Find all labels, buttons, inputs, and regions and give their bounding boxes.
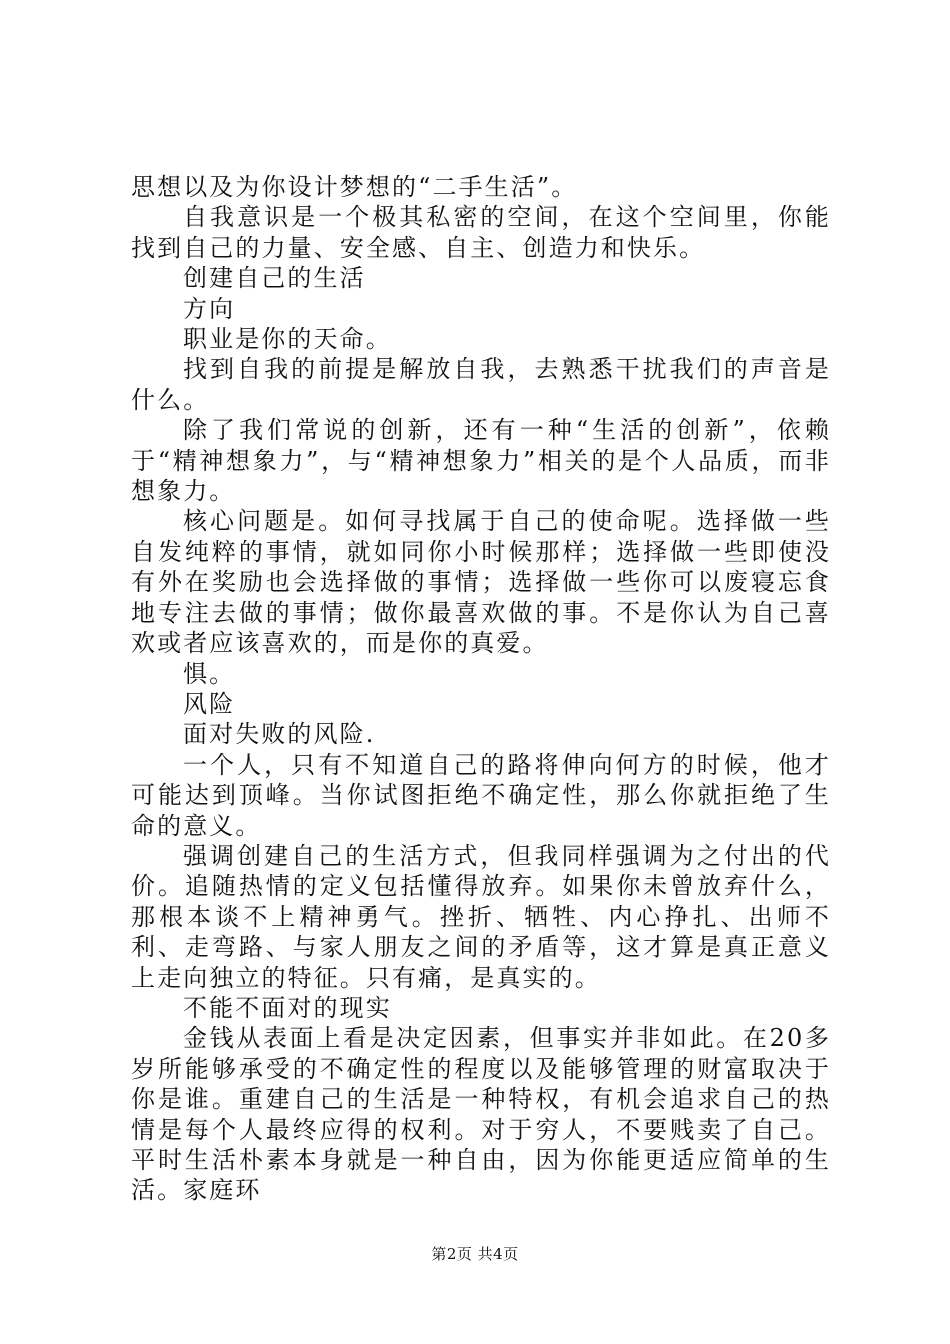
paragraph: 风险	[183, 689, 236, 718]
paragraph: 职业是你的天命。	[183, 325, 392, 354]
paragraph: 除了我们常说的创新，还有一种“生活的创新”，依赖于“精神想象力”，与“精神想象力”相关的是个人品质，而非想象力。	[131, 416, 831, 506]
paragraph: 思想以及为你设计梦想的“二手生活”。	[131, 173, 578, 201]
paragraph: 惧。	[183, 659, 236, 688]
paragraph: 金钱从表面上看是决定因素，但事实并非如此。在20多岁所能够承受的不确定性的程度以及能够管理的财富取决于你是谁。重建自己的生活是一种特权，有机会追求自己的热情是每个人最终应得的权利。对于穷人，不要贱卖了自己。平时生活朴素本身就是一种自由，因为你能更适应简单的生活。家庭环	[131, 1024, 831, 1205]
paragraph: 一个人，只有不知道自己的路将伸向何方的时候，他才可能达到顶峰。当你试图拒绝不确定性，那么你就拒绝了生命的意义。	[131, 750, 831, 840]
paragraph: 创建自己的生活	[183, 264, 366, 293]
paragraph: 强调创建自己的生活方式，但我同样强调为之付出的代价。追随热情的定义包括懂得放弃。如果你未曾放弃什么，那根本谈不上精神勇气。挫折、牺牲、内心挣扎、出师不利、走弯路、与家人朋友之间的矛盾等，这才算是真正意义上走向独立的特征。只有痛，是真实的。	[131, 841, 831, 992]
paragraph: 自我意识是一个极其私密的空间，在这个空间里，你能找到自己的力量、安全感、自主、创造力和快乐。	[131, 203, 831, 262]
paragraph: 方向	[183, 294, 236, 323]
page-number: 第2页 共4页	[431, 1245, 519, 1263]
paragraph: 面对失败的风险.	[183, 720, 376, 749]
paragraph: 核心问题是。如何寻找属于自己的使命呢。选择做一些自发纯粹的事情，就如同你小时候那样；选择做一些即使没有外在奖励也会选择做的事情；选择做一些你可以废寝忘食地专注去做的事情；做你最喜欢做的事。不是你认为自己喜欢或者应该喜欢的，而是你的真爱。	[131, 507, 831, 658]
document-body	[131, 172, 831, 1206]
page-footer	[0, 1244, 950, 1264]
paragraph: 不能不面对的现实	[183, 993, 392, 1022]
paragraph: 找到自我的前提是解放自我，去熟悉干扰我们的声音是什么。	[131, 355, 831, 414]
